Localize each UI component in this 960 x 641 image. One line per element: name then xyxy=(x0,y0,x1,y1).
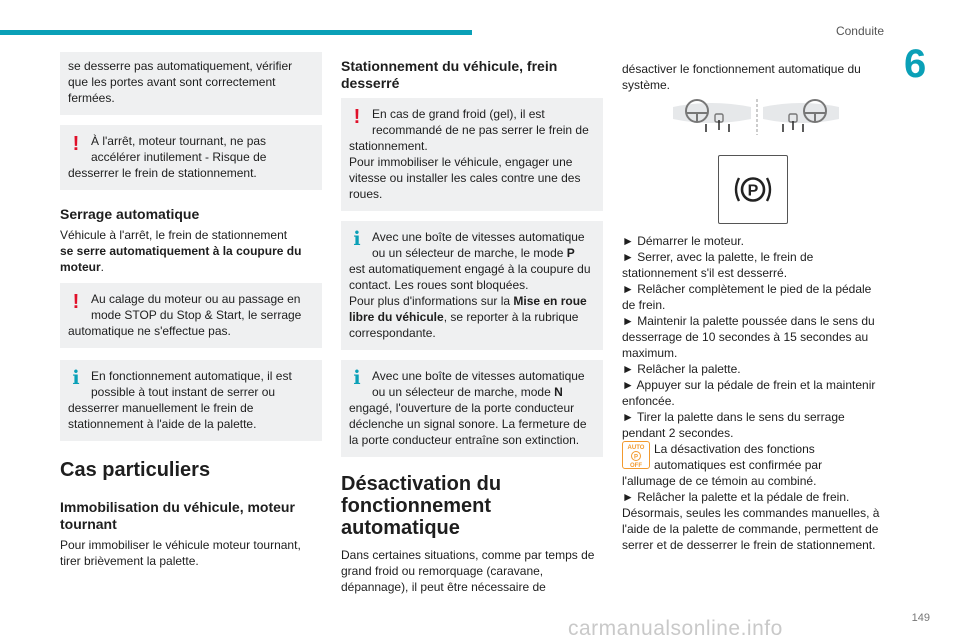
closing-paragraph: Désormais, seules les commandes manuelles, à l'aide de la palette de commande, permettent de serrer et de desserrer le frein de stationnement. xyxy=(622,506,880,552)
bold-text: Mise en roue libre du véhicule xyxy=(349,294,587,324)
auto-p-off-warning-icon xyxy=(622,441,650,469)
step-item: ► Appuyer sur la pédale de frein et la maintenir enfoncée. xyxy=(622,378,876,408)
info-text: desserrer manuellement le frein de stationnement à l'aide de la palette. xyxy=(68,401,257,431)
info-text: engagé, l'ouverture de la porte conducteur déclenche un signal sonore. La fermeture de la porte conducteur entraîne son extinction. xyxy=(349,401,587,447)
heading-stationnement: Stationnement du véhicule, frein desserré xyxy=(341,58,558,91)
column-2 xyxy=(341,58,603,595)
info-text: En fonctionnement automatique, il est xyxy=(91,369,292,383)
step-item: ► Relâcher complètement le pied de la pédale de frein. xyxy=(622,282,872,312)
text-span: , se reporter à la rubrique correspondante. xyxy=(349,310,579,340)
warning-text: En cas de grand froid (gel), il est xyxy=(372,107,545,121)
parking-brake-icon xyxy=(719,156,787,223)
bold-text: N xyxy=(554,385,563,399)
confirm-text: automatiques est confirmée par xyxy=(654,458,823,472)
heading-serrage: Serrage automatique xyxy=(60,206,200,222)
warning-text: recommandé de ne pas serrer le frein de xyxy=(372,123,589,137)
bold-text: se serre automatiquement à la coupure du moteur xyxy=(60,244,302,274)
confirm-row xyxy=(622,441,884,473)
svg-text:P: P xyxy=(747,182,759,200)
info-text xyxy=(372,245,595,261)
warning-box xyxy=(60,125,322,190)
steering-paddle-illustration xyxy=(671,97,841,137)
procedure-steps xyxy=(622,233,884,553)
bold-text: P xyxy=(566,246,575,260)
warning-box xyxy=(341,98,603,211)
info-text: Avec une boîte de vitesses automatique xyxy=(372,369,585,383)
svg-text:OFF: OFF xyxy=(630,463,642,468)
top-accent-bar xyxy=(0,30,472,35)
warning-text: automatique ne s'effectue pas. xyxy=(68,324,231,338)
warning-icon: ! xyxy=(72,291,80,313)
heading-immobilisation: Immobilisation du véhicule, moteur tournant xyxy=(60,499,295,532)
step-item: ► Maintenir la palette poussée dans le sens du desserrage de 10 secondes à 15 secondes au maximum. xyxy=(622,314,875,360)
info-box xyxy=(341,360,603,457)
warning-box xyxy=(60,283,322,348)
note-box-continued xyxy=(60,52,322,115)
chapter-number: 6 xyxy=(904,42,927,86)
step-item: ► Relâcher la palette. xyxy=(622,362,741,376)
confirm-text: l'allumage de ce témoin au combiné. xyxy=(622,474,817,488)
info-box xyxy=(341,221,603,350)
info-text xyxy=(372,384,595,400)
warning-text: Au calage du moteur ou au passage en xyxy=(91,292,301,306)
info-text xyxy=(349,293,595,341)
info-text: Avec une boîte de vitesses automatique xyxy=(372,230,585,244)
info-box xyxy=(60,360,322,441)
info-icon: i xyxy=(72,367,80,389)
confirm-text: La désactivation des fonctions xyxy=(654,442,815,456)
text-span: Véhicule à l'arrêt, le frein de stationnement xyxy=(60,228,288,242)
parking-brake-button xyxy=(718,155,788,224)
watermark: carmanualsonline.info xyxy=(568,617,783,640)
column-3 xyxy=(622,61,884,93)
step-item: ► Démarrer le moteur. xyxy=(622,234,744,248)
warning-text: À l'arrêt, moteur tournant, ne pas xyxy=(91,134,267,148)
page-number: 149 xyxy=(911,612,930,624)
paragraph-desactivation: Dans certaines situations, comme par temps de grand froid ou remorquage (caravane, dépannage), il peut être nécessaire de xyxy=(341,548,595,594)
step-item: ► Tirer la palette dans le sens du serrage pendant 2 secondes. xyxy=(622,410,845,440)
info-icon: i xyxy=(353,228,361,250)
note-text: se desserre pas automatiquement, vérifier que les portes avant sont correctement fermées. xyxy=(68,59,293,105)
column-1 xyxy=(60,52,322,569)
paragraph-immobilisation: Pour immobiliser le véhicule moteur tournant, tirer brièvement la palette. xyxy=(60,538,301,568)
svg-text:P: P xyxy=(633,454,639,461)
heading-desactivation: Désactivation du fonctionnement automatique xyxy=(341,473,502,539)
warning-text: desserrer le frein de stationnement. xyxy=(68,166,257,180)
section-title: Conduite xyxy=(835,24,884,38)
text-span: . xyxy=(100,260,105,274)
paragraph-serrage xyxy=(60,227,322,275)
text-span: ou un sélecteur de marche, mode xyxy=(372,385,555,399)
svg-text:AUTO: AUTO xyxy=(627,445,645,451)
warning-icon: ! xyxy=(72,133,80,155)
step-item: ► Serrer, avec la palette, le frein de stationnement s'il est desserré. xyxy=(622,250,814,280)
warning-icon: ! xyxy=(353,106,361,128)
info-text: possible à tout instant de serrer ou xyxy=(91,385,276,399)
warning-text: mode STOP du Stop & Start, le serrage xyxy=(91,308,302,322)
step-item: ► Relâcher la palette et la pédale de frein. xyxy=(622,490,850,504)
paragraph-intro: désactiver le fonctionnement automatique du système. xyxy=(622,62,861,92)
info-icon: i xyxy=(353,367,361,389)
text-span: Pour plus d'informations sur la xyxy=(349,294,514,308)
info-text: est automatiquement engagé à la coupure du contact. Les roues sont bloquées. xyxy=(349,262,591,292)
warning-text: accélérer inutilement - Risque de xyxy=(91,150,267,164)
warning-text: stationnement. xyxy=(349,139,428,153)
heading-cas-particuliers: Cas particuliers xyxy=(60,459,211,481)
warning-text: Pour immobiliser le véhicule, engager une vitesse ou installer les cales contre une des roues. xyxy=(349,155,581,201)
text-span: ou un sélecteur de marche, le mode xyxy=(372,246,567,260)
